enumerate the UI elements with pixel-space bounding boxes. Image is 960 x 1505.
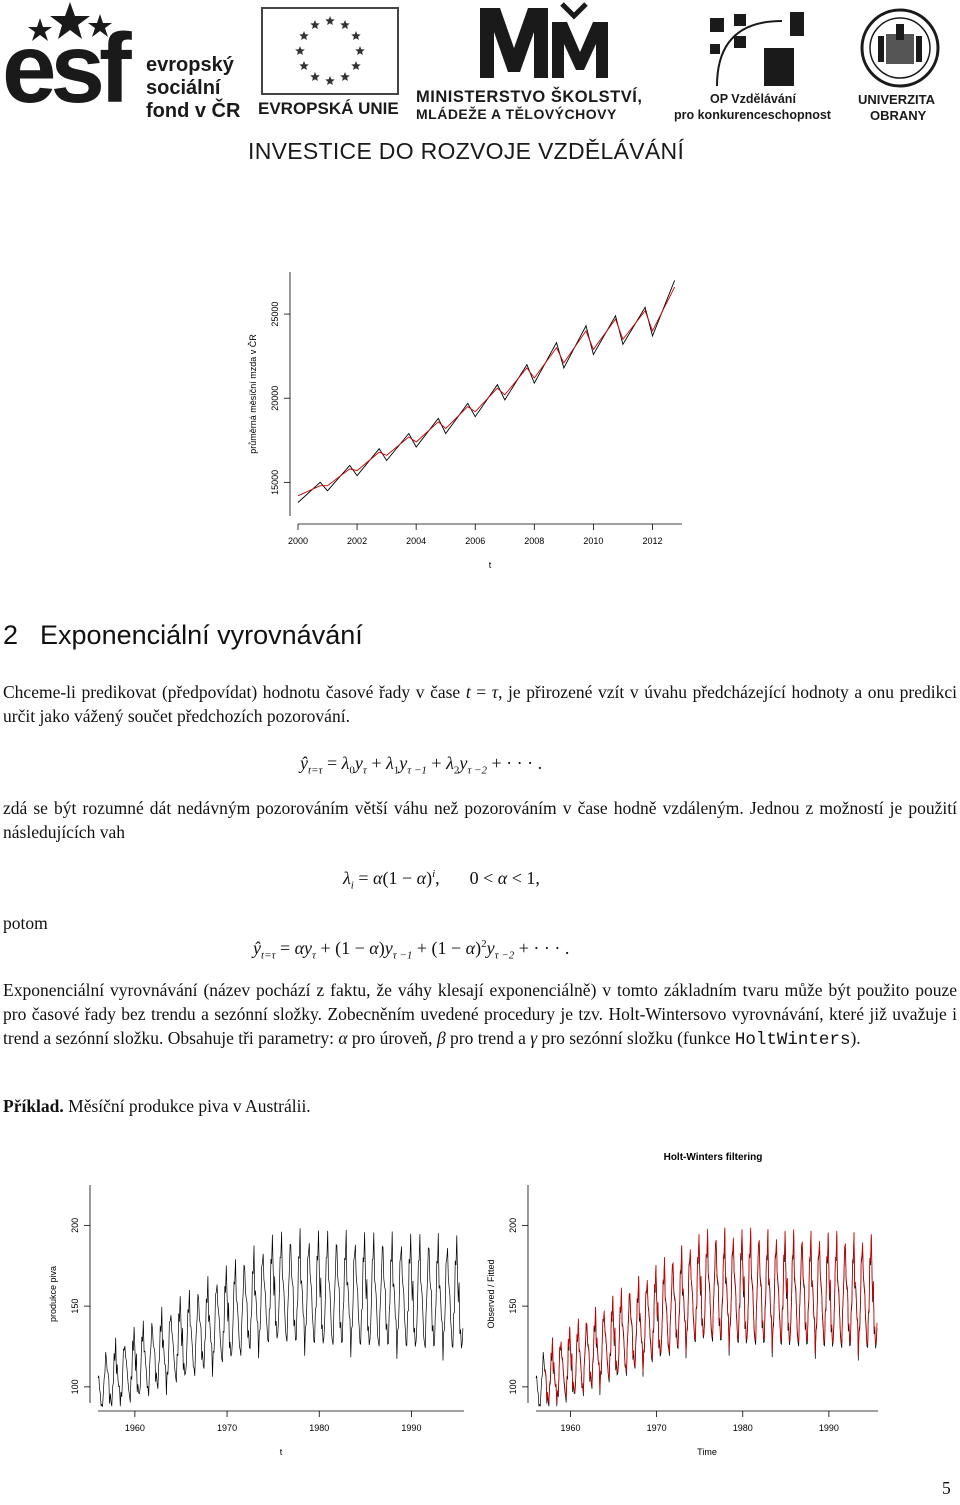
x-tick-label: 2008 xyxy=(524,536,545,546)
x-tick-label: 1960 xyxy=(560,1423,581,1433)
paragraph-hw-a: Exponenciální vyrovnávání (název pochází z faktu, že váhy klesají exponenciálně) v tomto základním tvaru může být použito pouze pro časové řady bez trendu a sezónní složky. Zobecněním uvedené procedury je tzv. Holt-Wintersovo vyrovnávání, které již uvažuje i trend a sezónní složku. Obsahuje tři parametry: xyxy=(3,980,957,1048)
uni-logo xyxy=(852,6,957,124)
series-line-1 xyxy=(298,280,675,502)
equation-weights: $\lambda_i = \alpha(1 - \alpha)^i$, 0 < α < 1, xyxy=(343,868,540,892)
chart-title: Holt-Winters filtering xyxy=(663,1152,763,1163)
msmt-line1: MINISTERSTVO ŠKOLSTVÍ, xyxy=(416,88,643,106)
y-axis-label: produkce piva xyxy=(48,1265,58,1323)
x-axis-label: Time xyxy=(697,1447,717,1455)
paragraph-hw-b: pro úroveň, xyxy=(347,1028,437,1048)
uni-line2: OBRANY xyxy=(870,108,927,123)
y-tick-label: 15000 xyxy=(270,469,280,495)
y-tick-label: 20000 xyxy=(270,385,280,411)
x-tick-label: 2004 xyxy=(406,536,427,546)
y-tick-label: 200 xyxy=(70,1217,80,1233)
paragraph-hw-e: ). xyxy=(850,1028,861,1048)
y-tick-label: 150 xyxy=(508,1298,518,1314)
series-line-1 xyxy=(98,1228,463,1406)
op-line2: pro konkurenceschopnost xyxy=(674,108,831,122)
x-tick-label: 1960 xyxy=(124,1423,145,1433)
y-tick-label: 25000 xyxy=(270,301,280,327)
text-potom: potom xyxy=(3,913,48,933)
x-tick-label: 2000 xyxy=(287,536,309,546)
wage-chart xyxy=(230,250,710,580)
x-tick-label: 2010 xyxy=(583,536,604,546)
section-heading xyxy=(3,620,363,651)
paragraph-weights: zdá se být rozumné dát nedávným pozorováním větší váhu než pozorováním v čase hodně vzdáleným. Jednou z možností je použití následujících vah xyxy=(3,798,957,842)
eu-logo xyxy=(258,6,403,121)
section-title: Exponenciální vyrovnávání xyxy=(40,620,363,650)
paragraph-intro xyxy=(3,680,957,728)
eu-label: EVROPSKÁ UNIE xyxy=(258,99,399,118)
msmt-logo xyxy=(412,0,672,125)
y-tick-label: 200 xyxy=(508,1217,518,1233)
y-axis-label: průměrná měsíční mzda v ČR xyxy=(248,334,258,454)
y-tick-label: 100 xyxy=(508,1379,518,1395)
example-label: Příklad. xyxy=(3,1096,64,1116)
eu-flag-graphic xyxy=(258,6,403,96)
x-tick-label: 2012 xyxy=(642,536,663,546)
y-axis-label: Observed / Fitted xyxy=(486,1259,496,1329)
paragraph-hw-c: pro trend a xyxy=(445,1028,531,1048)
example-line xyxy=(3,1096,311,1117)
x-tick-label: 1970 xyxy=(217,1423,238,1433)
equation-exponential: $ŷ_{t=\tau} = \alpha y_\tau + (1 - \alpha)y_{\tau -1} + (1 - \alpha)^2y_{\tau -2}$ + · · · . xyxy=(253,938,570,962)
x-tick-label: 1980 xyxy=(309,1423,330,1433)
function-name: HoltWinters xyxy=(734,1030,851,1050)
formula-t-eq-tau: t = τ xyxy=(465,682,499,702)
esf-line3: fond v ČR xyxy=(146,100,241,122)
example-text: Měsíční produkce piva v Austrálii. xyxy=(63,1096,311,1116)
x-tick-label: 2006 xyxy=(465,536,486,546)
series-line-2 xyxy=(545,1228,877,1403)
series-line-2 xyxy=(298,287,675,496)
x-axis-label: t xyxy=(279,1447,283,1455)
esf-logo xyxy=(0,0,250,130)
op-line1: OP Vzdělávání xyxy=(710,92,796,106)
paragraph-holt-winters: Exponenciální vyrovnávání (název pochází z faktu, že váhy klesají exponenciálně) v tomto základním tvaru může být použito pouze pro časové řady bez trendu a sezónní složky. Zobecněním uvedené procedury je tzv. Holt-Wintersovo vyrovnávání, které již uvažuje i trend a sezónní složku. Obsahuje tři parametry: α pro úroveň, β pro trend a γ pro sezónní složku (funkce HoltWinters). xyxy=(3,980,957,1050)
page-number: 5 xyxy=(942,1478,951,1498)
uni-crest-graphic xyxy=(852,6,957,91)
equation-prediction: $ŷ_{t=\tau} = \lambda_0y_\tau + \lambda_1y_{\tau -1} + \lambda_2y_{\tau -2}$ + · · · . xyxy=(300,753,543,777)
header-logos xyxy=(0,0,960,175)
x-axis-label: t xyxy=(488,560,492,570)
op-graphic xyxy=(672,6,842,91)
paragraph-intro-a: Chceme-li predikovat (předpovídat) hodnotu časové řady v čase xyxy=(3,682,466,702)
section-number: 2 xyxy=(3,620,19,650)
op-logo xyxy=(672,6,842,124)
holt-winters-chart xyxy=(478,1140,918,1455)
x-tick-label: 1990 xyxy=(401,1423,422,1433)
x-tick-label: 1990 xyxy=(818,1423,839,1433)
x-tick-label: 1970 xyxy=(646,1423,667,1433)
y-tick-label: 100 xyxy=(70,1379,80,1395)
esf-line2: sociální xyxy=(146,77,221,99)
beer-production-chart xyxy=(40,1140,480,1455)
y-tick-label: 150 xyxy=(70,1298,80,1314)
msmt-monogram-graphic xyxy=(412,0,672,85)
paragraph-hw-d: pro sezónní složku (funkce xyxy=(537,1028,735,1048)
banner-text: INVESTICE DO ROZVOJE VZDĚLÁVÁNÍ xyxy=(248,138,685,164)
x-tick-label: 1980 xyxy=(732,1423,753,1433)
esf-letters: esf xyxy=(2,13,126,123)
x-tick-label: 2002 xyxy=(347,536,368,546)
uni-line1: UNIVERZITA xyxy=(858,92,936,107)
paragraph-intro-b: , je přirozené vzít v úvahu předcházející hodnoty a onu predikci určit jako vážený součet předchozích pozorování. xyxy=(3,682,958,726)
msmt-line2: MLÁDEŽE A TĚLOVÝCHOVY xyxy=(416,106,617,122)
esf-line1: evropský xyxy=(146,54,234,76)
